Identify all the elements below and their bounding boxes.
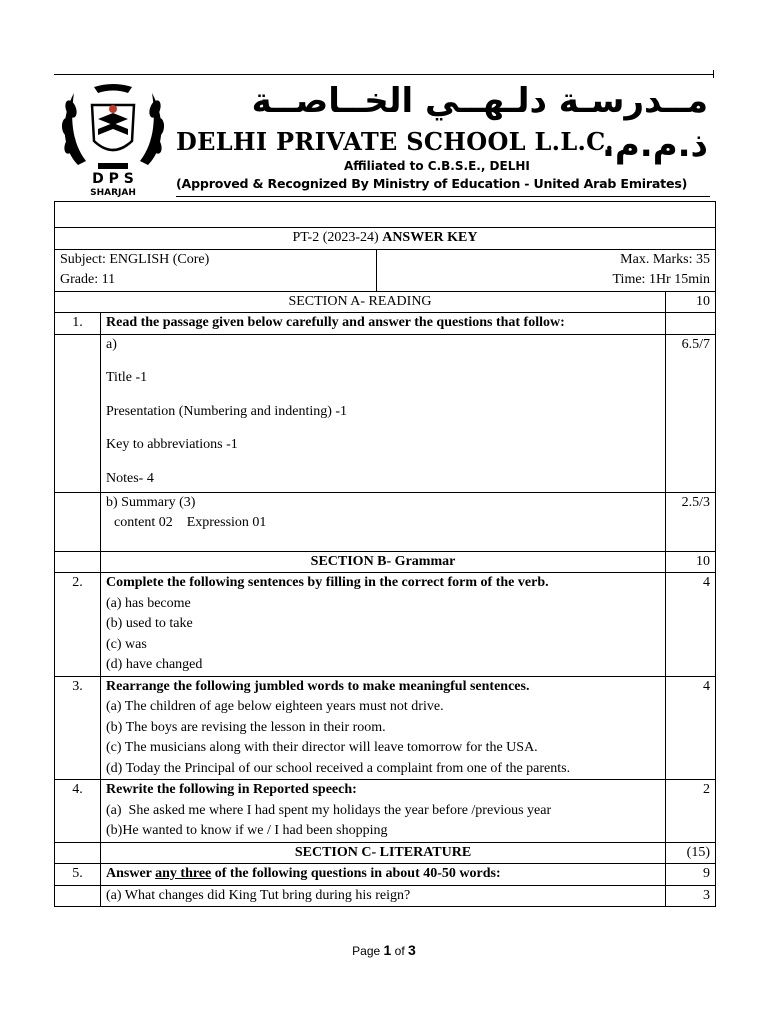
letterhead [54, 75, 714, 201]
section-c-marks: (15) [666, 842, 716, 864]
page-footer [0, 942, 768, 958]
blank-row [55, 202, 716, 228]
q1a-label: a) [106, 336, 117, 352]
q2-prompt: Complete the following sentences by filling in the correct form of the verb. [106, 575, 549, 590]
q4-number: 4. [55, 780, 101, 843]
q5-prompt-post: of the following questions in about 40-50 words: [211, 866, 501, 881]
q5a-question: (a) What changes did King Tut bring during his reign? [101, 885, 666, 907]
time-label: Time: 1Hr 15min [612, 272, 710, 287]
q1-part-a-row [55, 334, 716, 492]
header-rule [176, 196, 710, 197]
q5-prompt-underlined: any three [155, 866, 212, 881]
page-word: Page [352, 944, 384, 958]
q2-body [101, 573, 666, 677]
q2-answer: (b) used to take [106, 616, 193, 631]
q1a-item: Title -1 [106, 370, 148, 385]
q2-answer: (a) has become [106, 595, 191, 611]
q1a-marks: 6.5/7 [666, 334, 716, 492]
q3-answer: (d) Today the Principal of our school received a complaint from one of the parents. [106, 760, 571, 776]
q3-prompt: Rearrange the following jumbled words to make meaningful sentences. [106, 678, 530, 694]
q1b-answer [101, 492, 666, 551]
q2-answer: (c) was [106, 636, 147, 652]
paper-title [55, 228, 716, 250]
logo-sharjah-text: SHARJAH [90, 188, 136, 198]
section-b-number-empty [55, 551, 101, 573]
q1-number: 1. [55, 313, 101, 335]
q5-prompt-pre: Answer [106, 866, 156, 881]
q1b-marks: 2.5/3 [666, 492, 716, 551]
max-marks-label: Max. Marks: 35 [620, 251, 710, 267]
paper-title-row [55, 228, 716, 250]
q5a-marks: 3 [666, 885, 716, 907]
section-c-title: SECTION C- LITERATURE [101, 842, 666, 864]
school-logo [58, 79, 168, 199]
grade-label: Grade: 11 [60, 272, 116, 287]
q1a-item: Key to abbreviations -1 [106, 437, 238, 452]
q5a-number-empty [55, 885, 101, 907]
q5a-row [55, 885, 716, 907]
affiliation-line: Affiliated to C.B.S.E., DELHI [344, 159, 530, 173]
q2-answer: (d) have changed [106, 657, 203, 672]
q5-marks: 9 [666, 864, 716, 886]
q1-marks-empty [666, 313, 716, 335]
section-a-title: SECTION A- READING [55, 291, 666, 313]
paper-title-prefix: PT-2 (2023-24) [292, 230, 383, 245]
q4-marks: 2 [666, 780, 716, 843]
arabic-school-name: مــدرسـة دلـهــي الخــاصــة ذ.م.م. [251, 81, 708, 165]
q2-marks: 4 [666, 573, 716, 677]
q3-row [55, 676, 716, 780]
q4-answer: (a) She asked me where I had spent my holidays the year before /previous year [106, 802, 552, 818]
approval-line: (Approved & Recognized By Ministry of Education - United Arab Emirates) [176, 176, 688, 191]
q1a-number-empty [55, 334, 101, 492]
section-c-row [55, 842, 716, 864]
q1-part-b-row [55, 492, 716, 551]
paper-title-bold: ANSWER KEY [382, 230, 478, 245]
q1a-answer [101, 334, 666, 492]
q1b-label: b) Summary (3) [106, 494, 196, 510]
q1-row [55, 313, 716, 335]
q3-answer: (b) The boys are revising the lesson in their room. [106, 719, 386, 735]
answer-key-table [54, 201, 716, 907]
q3-body [101, 676, 666, 780]
q1a-item: Notes- 4 [106, 470, 154, 486]
school-name: DELHI PRIVATE SCHOOL L.L.C. [176, 127, 614, 156]
q4-body [101, 780, 666, 843]
school-crest-icon [58, 79, 168, 199]
section-c-number-empty [55, 842, 101, 864]
q2-number: 2. [55, 573, 101, 677]
q3-marks: 4 [666, 676, 716, 780]
q4-row [55, 780, 716, 843]
q5-number: 5. [55, 864, 101, 886]
subject-grade-cell [55, 249, 377, 291]
q5-row [55, 864, 716, 886]
q4-answer: (b)He wanted to know if we / I had been shopping [106, 823, 388, 838]
marks-time-cell [377, 249, 716, 291]
subject-label: Subject: ENGLISH (Core) [60, 251, 210, 267]
q1b-number-empty [55, 492, 101, 551]
section-b-marks: 10 [666, 551, 716, 573]
section-b-title: SECTION B- Grammar [101, 551, 666, 573]
section-b-row [55, 551, 716, 573]
of-word: of [391, 944, 409, 958]
q1-prompt: Read the passage given below carefully and answer the questions that follow: [101, 313, 666, 335]
q3-answer: (a) The children of age below eighteen years must not drive. [106, 699, 444, 714]
page-total: 3 [408, 942, 416, 958]
page-number: 1 [383, 942, 392, 958]
q3-number: 3. [55, 676, 101, 780]
logo-dps-text: D P S [92, 171, 134, 187]
section-a-marks: 10 [666, 291, 716, 313]
q4-prompt: Rewrite the following in Reported speech: [106, 782, 357, 797]
q3-answer: (c) The musicians along with their director will leave tomorrow for the USA. [106, 740, 538, 755]
section-a-row [55, 291, 716, 313]
q1b-detail: content 02 Expression 01 [114, 515, 267, 530]
q5-prompt [101, 864, 666, 886]
q2-row [55, 573, 716, 677]
paper-meta-row [55, 249, 716, 291]
q1a-item: Presentation (Numbering and indenting) -1 [106, 403, 348, 419]
